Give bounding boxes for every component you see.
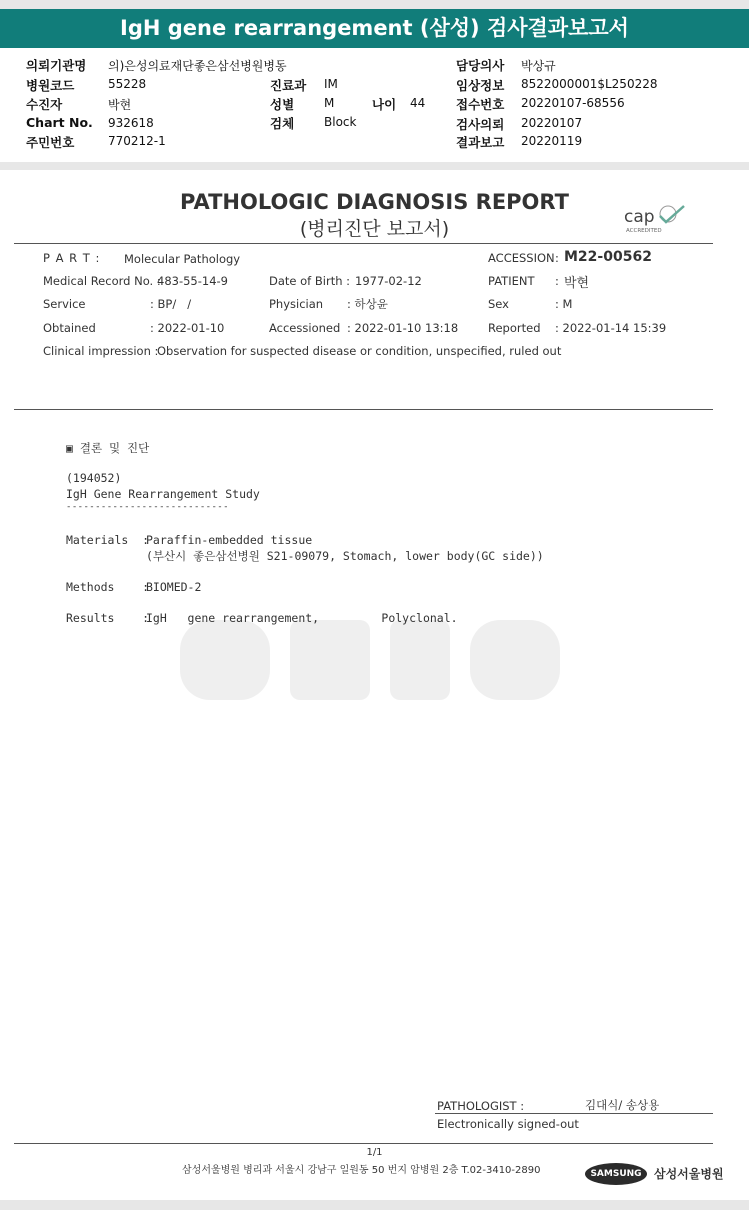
rrn: 770212-1 xyxy=(108,134,166,148)
hospital-logo-text: 삼성서울병원 xyxy=(654,1167,724,1181)
cap-accredited-logo xyxy=(622,204,688,236)
pathologist-names: 김대식/ 송상용 xyxy=(585,1098,660,1112)
dob-label: Date of Birth : xyxy=(269,274,351,288)
accession-no: M22-00562 xyxy=(564,249,652,265)
request-date: 20220107 xyxy=(521,116,583,130)
doctor: 박상규 xyxy=(521,59,556,73)
reported: : 2022-01-14 15:39 xyxy=(555,321,667,335)
accession-label: ACCESSION xyxy=(488,251,555,265)
page-number: 1/1 xyxy=(366,1147,383,1158)
footer-address: 삼성서울병원 병리과 서울시 강남구 일원동 50 번지 암병원 2층 T.02-3410-2890 xyxy=(182,1165,541,1176)
specimen-label: 검체 xyxy=(270,116,295,131)
dept: IM xyxy=(324,77,338,91)
accessioned-label: Accessioned xyxy=(269,321,341,335)
chart-label: Chart No. xyxy=(26,115,93,130)
hosp-code-label: 병원코드 xyxy=(26,78,75,93)
obtained: : 2022-01-10 xyxy=(150,321,225,335)
mrn-label: Medical Record No. : xyxy=(43,274,161,288)
pathologist-label: PATHOLOGIST : xyxy=(437,1099,525,1113)
sex-label: 성별 xyxy=(270,97,295,112)
request-label: 검사의뢰 xyxy=(456,117,505,132)
samsung-oval-logo: SAMSUNG xyxy=(585,1163,647,1185)
part: Molecular Pathology xyxy=(124,252,241,266)
hosp-code: 55228 xyxy=(108,77,147,91)
report-date: 20220119 xyxy=(521,134,583,148)
materials-label: Materials : xyxy=(66,533,150,547)
pathology-report-page: PATHOLOGIC DIAGNOSIS REPORT (병리진단 보고서) cap ACCREDITED P A R T : Molecular Pathology ACCESSION : M22-00562 Medical Record No. : 483-55-14-9 Date of Birth : 1977-02-12 PATIENT : 박현 Service : BP/ / Physician : 하상윤 Sex : M Obtained : 2022-01-10 Accessioned : 2022-01-10 13:18 Reported : 2022-01-14 15:39 Clinical impression : Observation for suspected disease or condition, unspecified, ruled out ▣ 결론 및 진단 (194052) IgH Gene Rearrangement Study ---------------------------- Materials : Paraffin-embedded tissue (부산시 좋은삼선병원 S21-09079, Stomach, lower body(GC side)) Methods : BIOMED-2 Results : IgH gene rearrangement, Polyclonal. PATHOLOGIST : 김대식/ 송상용 Electronically signed-out 1/1 삼성서울병원 병리과 서울시 강남구 일원동 50 번지 암병원 2층 T.02-3410-2890 xyxy=(0,170,749,1200)
materials-line-1: Paraffin-embedded tissue xyxy=(146,533,313,547)
age-label: 나이 xyxy=(372,97,397,112)
patient-name-report: 박현 xyxy=(564,276,590,291)
sex-label-report: Sex xyxy=(488,297,509,311)
physician-label: Physician xyxy=(269,297,324,311)
signed-status: Electronically signed-out xyxy=(437,1117,579,1131)
clinical-label: 임상정보 xyxy=(456,78,505,93)
receipt-no: 20220107-68556 xyxy=(521,96,625,110)
sex: M xyxy=(324,96,335,110)
receipt-label: 접수번호 xyxy=(456,97,505,112)
dept-label: 진료과 xyxy=(270,78,307,93)
svg-text:cap: cap xyxy=(624,207,655,227)
dob: 1977-02-12 xyxy=(355,274,422,288)
rrn-label: 주민번호 xyxy=(26,135,75,150)
section-heading: ▣ 결론 및 진단 xyxy=(66,441,150,455)
request-info-header xyxy=(0,48,749,162)
methods: BIOMED-2 xyxy=(146,580,202,594)
obtained-label: Obtained xyxy=(43,321,96,335)
specimen: Block xyxy=(324,115,357,129)
clinical-impression: Observation for suspected disease or condition, unspecified, ruled out xyxy=(157,344,562,358)
service: : BP/ / xyxy=(150,297,192,311)
mrn: 483-55-14-9 xyxy=(157,274,228,288)
patient-label: 수진자 xyxy=(26,97,63,112)
methods-label: Methods : xyxy=(66,580,150,594)
patient-label-report: PATIENT xyxy=(488,274,535,288)
doctor-label: 담당의사 xyxy=(456,58,505,73)
chart-no: 932618 xyxy=(108,116,154,130)
req-org-label: 의뢰기관명 xyxy=(26,58,87,73)
reported-label: Reported xyxy=(488,321,541,335)
patient-name: 박현 xyxy=(108,98,132,112)
results: IgH gene rearrangement, Polyclonal. xyxy=(146,611,458,625)
test-code: (194052) xyxy=(66,471,122,485)
results-label: Results : xyxy=(66,611,150,625)
study-name: IgH Gene Rearrangement Study xyxy=(66,487,260,501)
dash-separator: ---------------------------- xyxy=(66,502,229,512)
report-banner: IgH gene rearrangement (삼성) 검사결과보고서 xyxy=(0,9,749,48)
report-subtitle: (병리진단 보고서) xyxy=(299,218,450,240)
accessioned: : 2022-01-10 13:18 xyxy=(347,321,459,335)
service-label: Service xyxy=(43,297,86,311)
part-label: P A R T : xyxy=(43,251,101,265)
svg-text:ACCREDITED: ACCREDITED xyxy=(626,228,662,234)
report-title: PATHOLOGIC DIAGNOSIS REPORT xyxy=(180,190,569,214)
clinical-info: 8522000001$L250228 xyxy=(521,77,658,91)
clinical-impression-label: Clinical impression : xyxy=(43,344,159,358)
req-org: 의)은성의료재단좋은삼선병원병동 xyxy=(108,59,287,73)
physician: : 하상윤 xyxy=(347,297,388,311)
report-label: 결과보고 xyxy=(456,135,505,150)
age: 44 xyxy=(410,96,426,110)
sex-report: : M xyxy=(555,297,573,311)
materials-line-2: (부산시 좋은삼선병원 S21-09079, Stomach, lower body(GC side)) xyxy=(146,549,544,563)
